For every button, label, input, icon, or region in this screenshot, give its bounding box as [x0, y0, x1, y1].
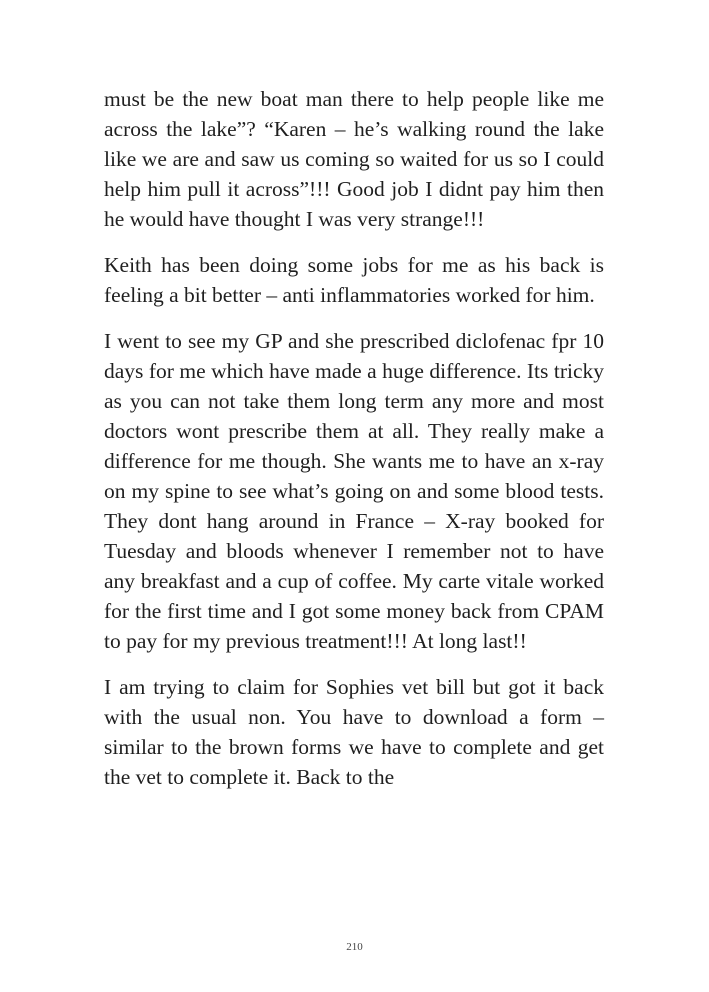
paragraph-keith: Keith has been doing some jobs for me as his back is feeling a bit better – anti inflammatories worked for him. — [104, 253, 604, 307]
body-text — [104, 84, 604, 808]
paragraph-vet-bill: I am trying to claim for Sophies vet bill but got it back with the usual non. You have to download a form – similar to the brown forms we have to complete and get the vet to complete it. Back to the — [104, 675, 604, 789]
paragraph-gp-visit: I went to see my GP and she prescribed diclofenac fpr 10 days for me which have made a huge difference. Its tricky as you can not take them long term any more and most doctors wont prescribe them at all. They really make a difference for me though. She wants me to have an x-ray on my spine to see what’s going on and some blood tests. They dont hang around in France – X-ray booked for Tuesday and bloods whenever I remember not to have any breakfast and a cup of coffee. My carte vitale worked for the first time and I got some money back from CPAM to pay for my previous treatment!!! At long last!! — [104, 329, 604, 653]
page-number: 210 — [346, 941, 363, 953]
paragraph-boat-man: must be the new boat man there to help people like me across the lake”? “Karen – he’s walking round the lake like we are and saw us coming so waited for us so I could help him pull it across”!!! Good job I didnt pay him then he would have thought I was very strange!!! — [104, 87, 604, 231]
